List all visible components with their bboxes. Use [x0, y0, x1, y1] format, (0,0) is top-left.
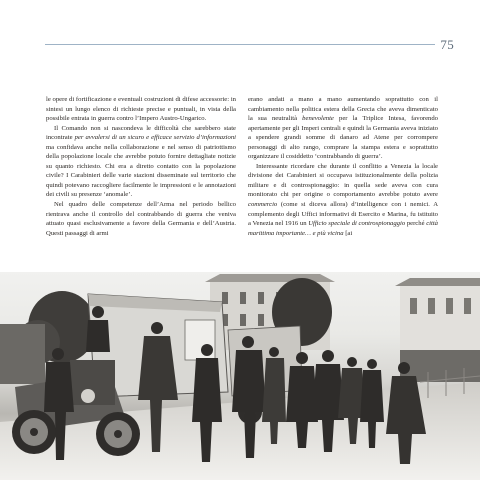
text-run: ma confidava anche nella collaborazione e nel senso di patriottismo della popolazione locale che avrebbe potuto fornire dettagliate notizie su quanto richiesto. Chi era a diretto contatto con la popolazione civile? I Carabinieri delle varie stazioni disseminate sul territorio che quindi potevano raccogliere facilmente le impressioni e le annotazioni dei civili su presenze ‘anomale’.: [46, 143, 236, 199]
italic-run: commercio: [248, 201, 278, 209]
text-run: per la Triplice Intesa, favorendo apertamente per gli Imperi centrali e quindi la Germania aveva iniziato a spendere grandi somme di danaro ad Atene per corrompere personaggi di alto rango, comprare la stampa estera e soprattutto organizzare il cosiddetto ‘contrabbando di guerra’.: [248, 115, 439, 161]
text-run: erano andati a mano a mano aumentando soprattutto con il cambiamento nella politica estera della Grecia che aveva dimenticato la sua neutralità: [248, 96, 438, 123]
text-column-left: [46, 95, 236, 238]
photo-illustration: [0, 272, 480, 480]
paragraph: [248, 162, 438, 238]
historical-photograph: [0, 272, 480, 480]
paragraph: Nel quadro delle competenze dell’Arma nel periodo bellico rientrava anche il controllo del contrabbando di guerra che veniva attuato quasi esclusivamente a favore della Germania e dell’Austria. Questi passaggi di armi: [46, 201, 236, 237]
top-rule: [45, 44, 435, 45]
italic-run: per avvalersi di un sicuro e efficace servizio d’informazioni: [74, 134, 236, 142]
paragraph: [46, 124, 236, 200]
text-run: [ai: [343, 229, 353, 237]
italic-run: città marittima importante… e più vicina: [248, 220, 438, 237]
paragraph: le opere di fortificazione e eventuali costruzioni di difese accessorie: in sintesi un lungo elenco di richieste precise e puntuali, in vista della possibile entrata in guerra contro l’Impero Austro-Ungarico.: [46, 96, 236, 123]
text-run: perché: [405, 220, 427, 228]
text-run: Il Comando non si nascondeva le difficoltà che sarebbero state incontrate: [46, 124, 236, 142]
page-number: 75: [440, 37, 454, 52]
italic-run: benevolente: [302, 115, 334, 123]
text-run: Interessante ricordare che durante il conflitto a Venezia la locale divisione dei Carabinieri si occupava istituzionalmente della polizia militare e di controspionaggio: in quella sede aveva con cura monitorato chi per origine o comportamento avrebbe potuto avere: [248, 162, 438, 199]
text-run: (come si diceva allora) d’intelligence con i nemici. A complemento degli Uffici informativi di Esercito e Marina, fu istituito a Venezia nel 1916 un: [248, 201, 438, 228]
italic-run: Ufficio speciale di controspionaggio: [308, 220, 406, 228]
text-column-right: [248, 95, 438, 238]
paragraph: [248, 95, 438, 162]
